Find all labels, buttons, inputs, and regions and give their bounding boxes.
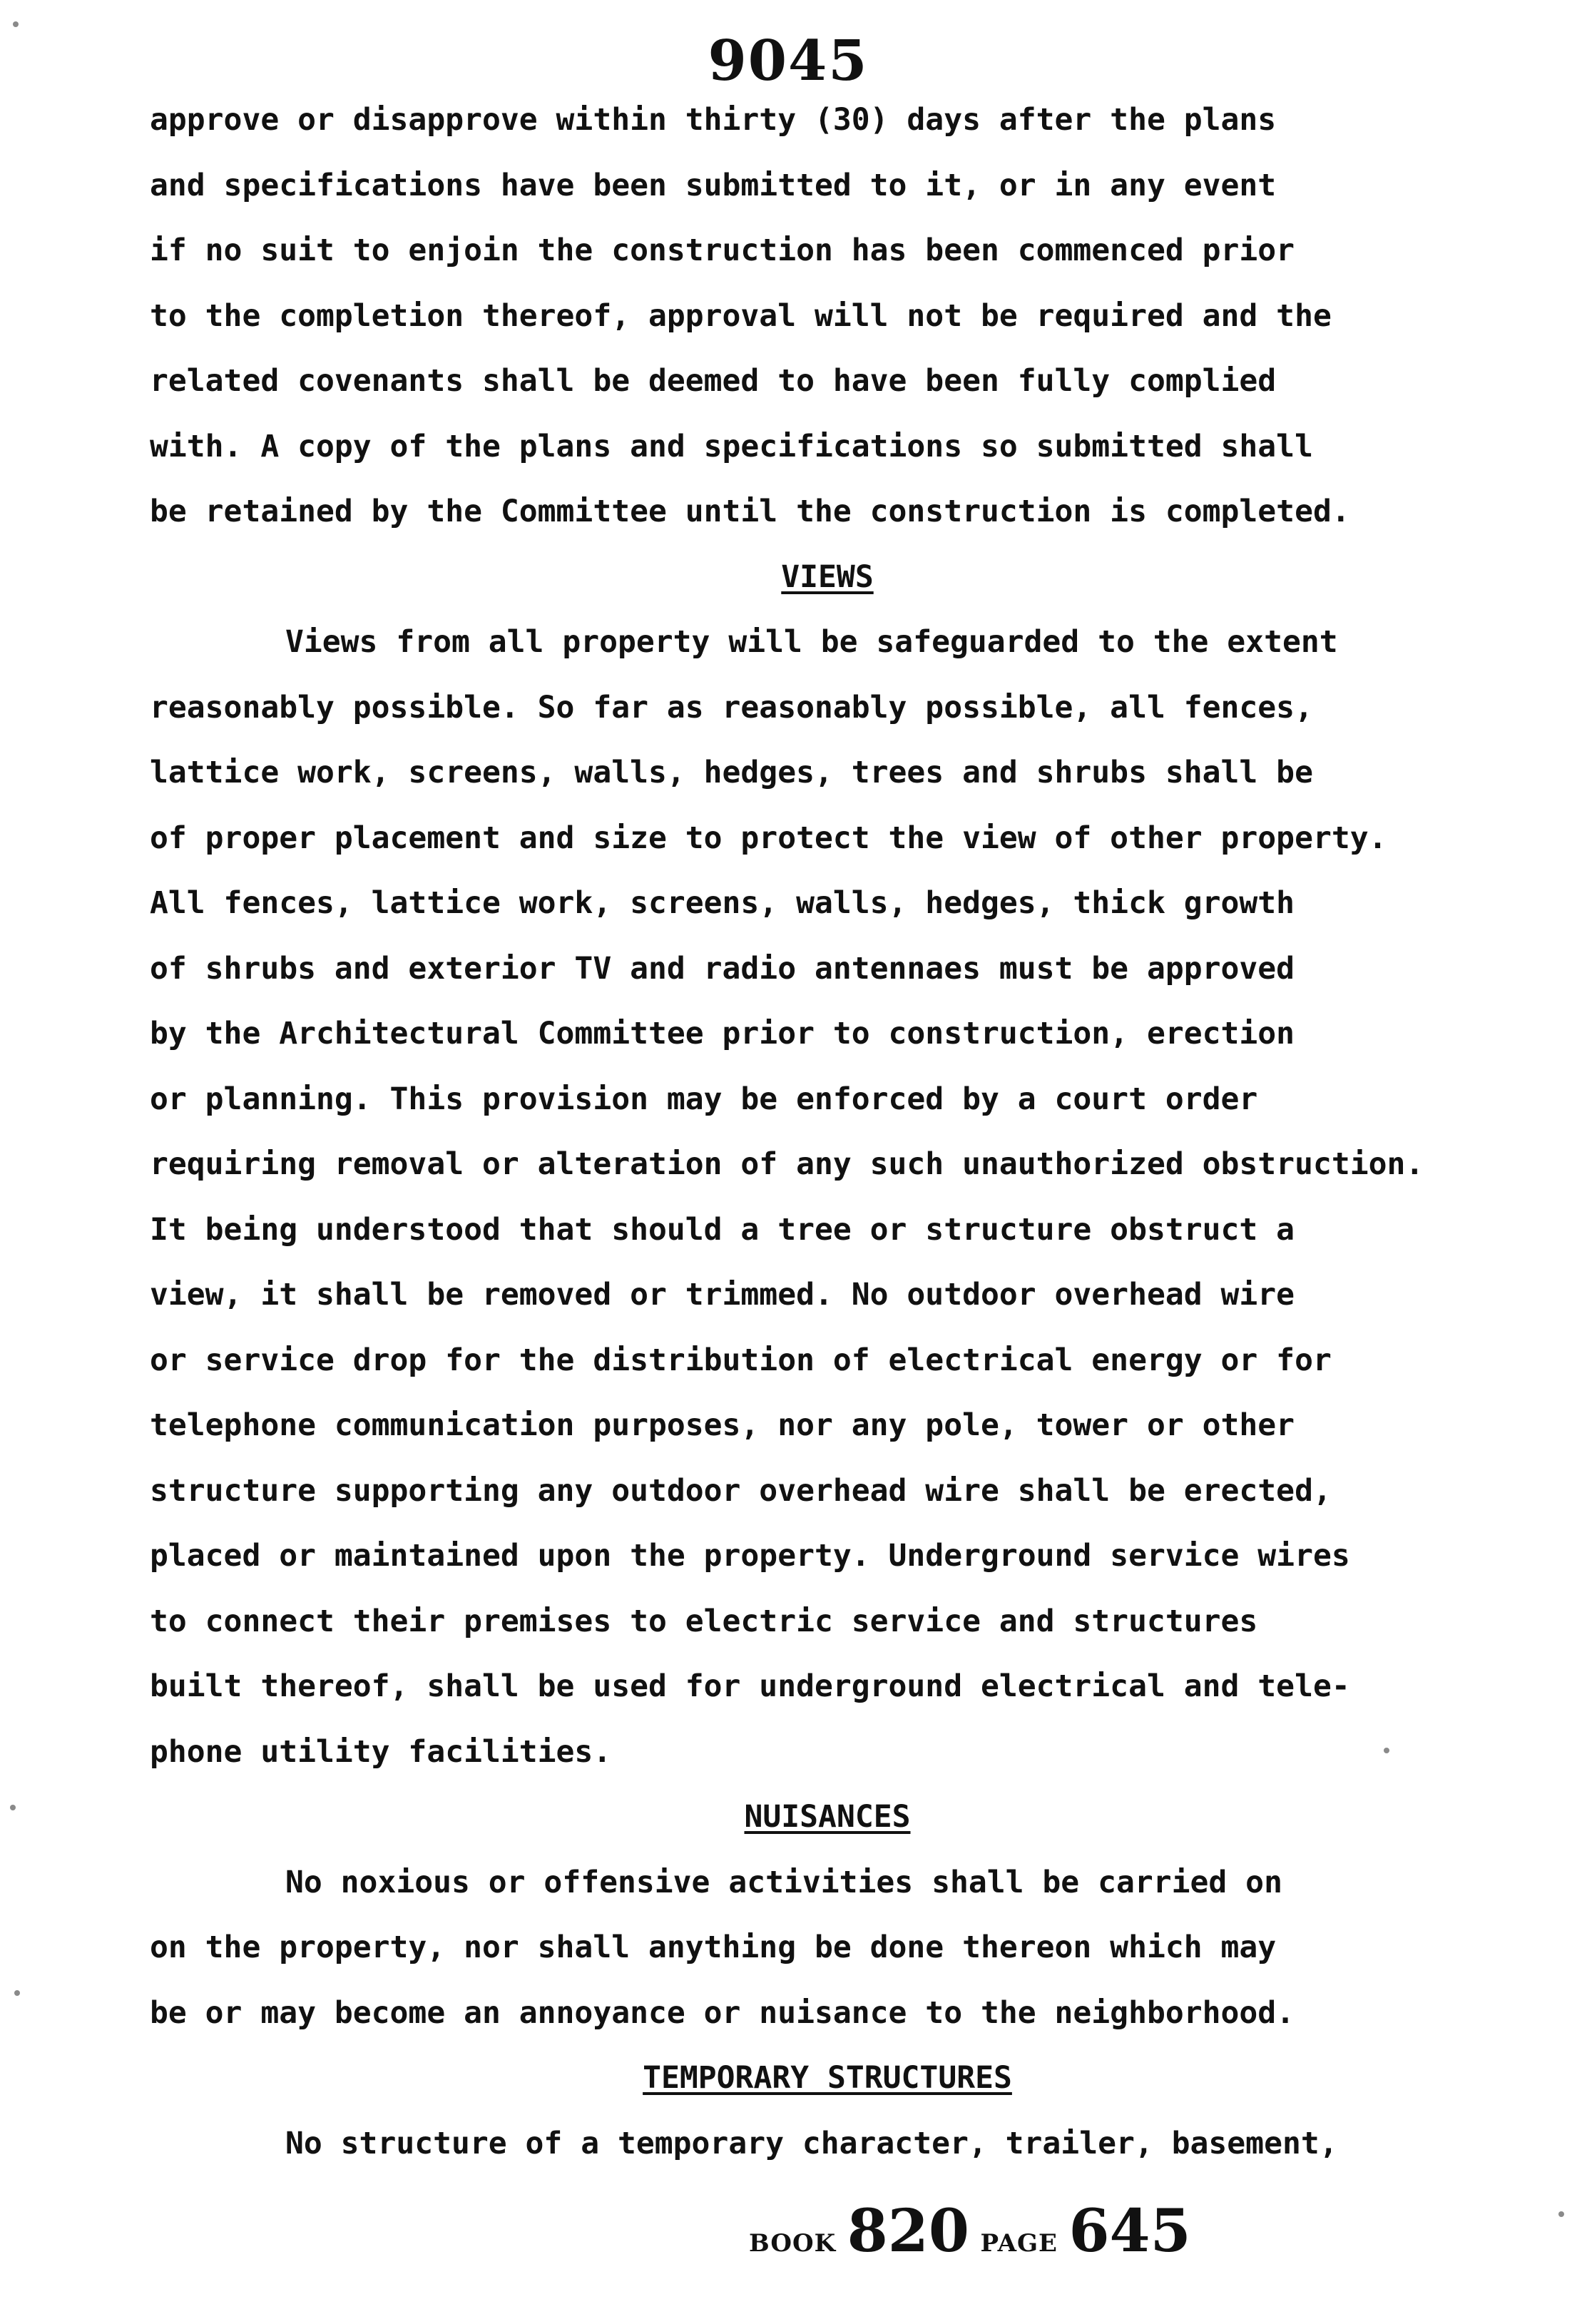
body-line: reasonably possible. So far as reasonably possible, all fences, — [150, 689, 1313, 725]
scan-speck — [1558, 2211, 1564, 2217]
body-line: be or may become an annoyance or nuisance to the neighborhood. — [150, 1994, 1295, 2031]
body-line: No structure of a temporary character, trailer, basement, — [285, 2125, 1338, 2161]
page-label: PAGE — [980, 2229, 1058, 2258]
body-line: It being understood that should a tree or structure obstruct a — [150, 1211, 1295, 1248]
body-line: of shrubs and exterior TV and radio antennaes must be approved — [150, 950, 1295, 987]
body-line: or planning. This provision may be enforced by a court order — [150, 1081, 1258, 1117]
stamp-page-number: 645 — [1068, 2197, 1191, 2266]
section-heading-nuisances: NUISANCES — [744, 1799, 911, 1835]
book-number: 820 — [847, 2197, 969, 2266]
page-number: 9045 — [708, 29, 869, 93]
body-line: and specifications have been submitted to it, or in any event — [150, 167, 1277, 203]
body-line: or service drop for the distribution of electrical energy or for — [150, 1342, 1332, 1378]
body-line: telephone communication purposes, nor any pole, tower or other — [150, 1407, 1295, 1443]
body-line: requiring removal or alteration of any such unauthorized obstruction. — [150, 1146, 1424, 1182]
body-line: be retained by the Committee until the construction is completed. — [150, 494, 1350, 529]
body-line: placed or maintained upon the property. Underground service wires — [150, 1538, 1350, 1574]
body-line: related covenants shall be deemed to have been fully complied — [150, 363, 1277, 399]
body-line: if no suit to enjoin the construction has been commenced prior — [150, 233, 1295, 268]
body-line: view, it shall be removed or trimmed. No outdoor overhead wire — [150, 1277, 1295, 1313]
body-line: to connect their premises to electric service and structures — [150, 1603, 1258, 1639]
book-label: BOOK — [749, 2229, 837, 2258]
body-line: phone utility facilities. — [150, 1733, 612, 1770]
scan-speck — [1384, 1748, 1389, 1753]
body-line: with. A copy of the plans and specifications so submitted shall — [150, 428, 1313, 464]
section-heading-views: VIEWS — [781, 559, 874, 595]
body-line: to the completion thereof, approval will not be required and the — [150, 297, 1332, 334]
body-line: on the property, nor shall anything be done thereon which may — [150, 1930, 1277, 1965]
scan-speck — [10, 1805, 16, 1810]
book-page-stamp — [749, 2197, 1198, 2266]
body-line: structure supporting any outdoor overhead wire shall be erected, — [150, 1472, 1332, 1509]
body-line: approve or disapprove within thirty (30) days after the plans — [150, 102, 1277, 138]
body-line: lattice work, screens, walls, hedges, trees and shrubs shall be — [150, 755, 1313, 790]
body-line: by the Architectural Committee prior to construction, erection — [150, 1016, 1295, 1051]
document-body — [150, 88, 1505, 2176]
section-heading-temporary-structures: TEMPORARY STRUCTURES — [643, 2060, 1012, 2096]
body-line: Views from all property will be safeguarded to the extent — [285, 624, 1338, 660]
scan-speck — [13, 21, 19, 27]
scan-speck — [14, 1990, 20, 1996]
body-line: No noxious or offensive activities shall be carried on — [285, 1864, 1282, 1900]
body-line: built thereof, shall be used for underground electrical and tele- — [150, 1668, 1350, 1704]
body-line: of proper placement and size to protect the view of other property. — [150, 820, 1387, 856]
body-line: All fences, lattice work, screens, walls, hedges, thick growth — [150, 885, 1295, 921]
